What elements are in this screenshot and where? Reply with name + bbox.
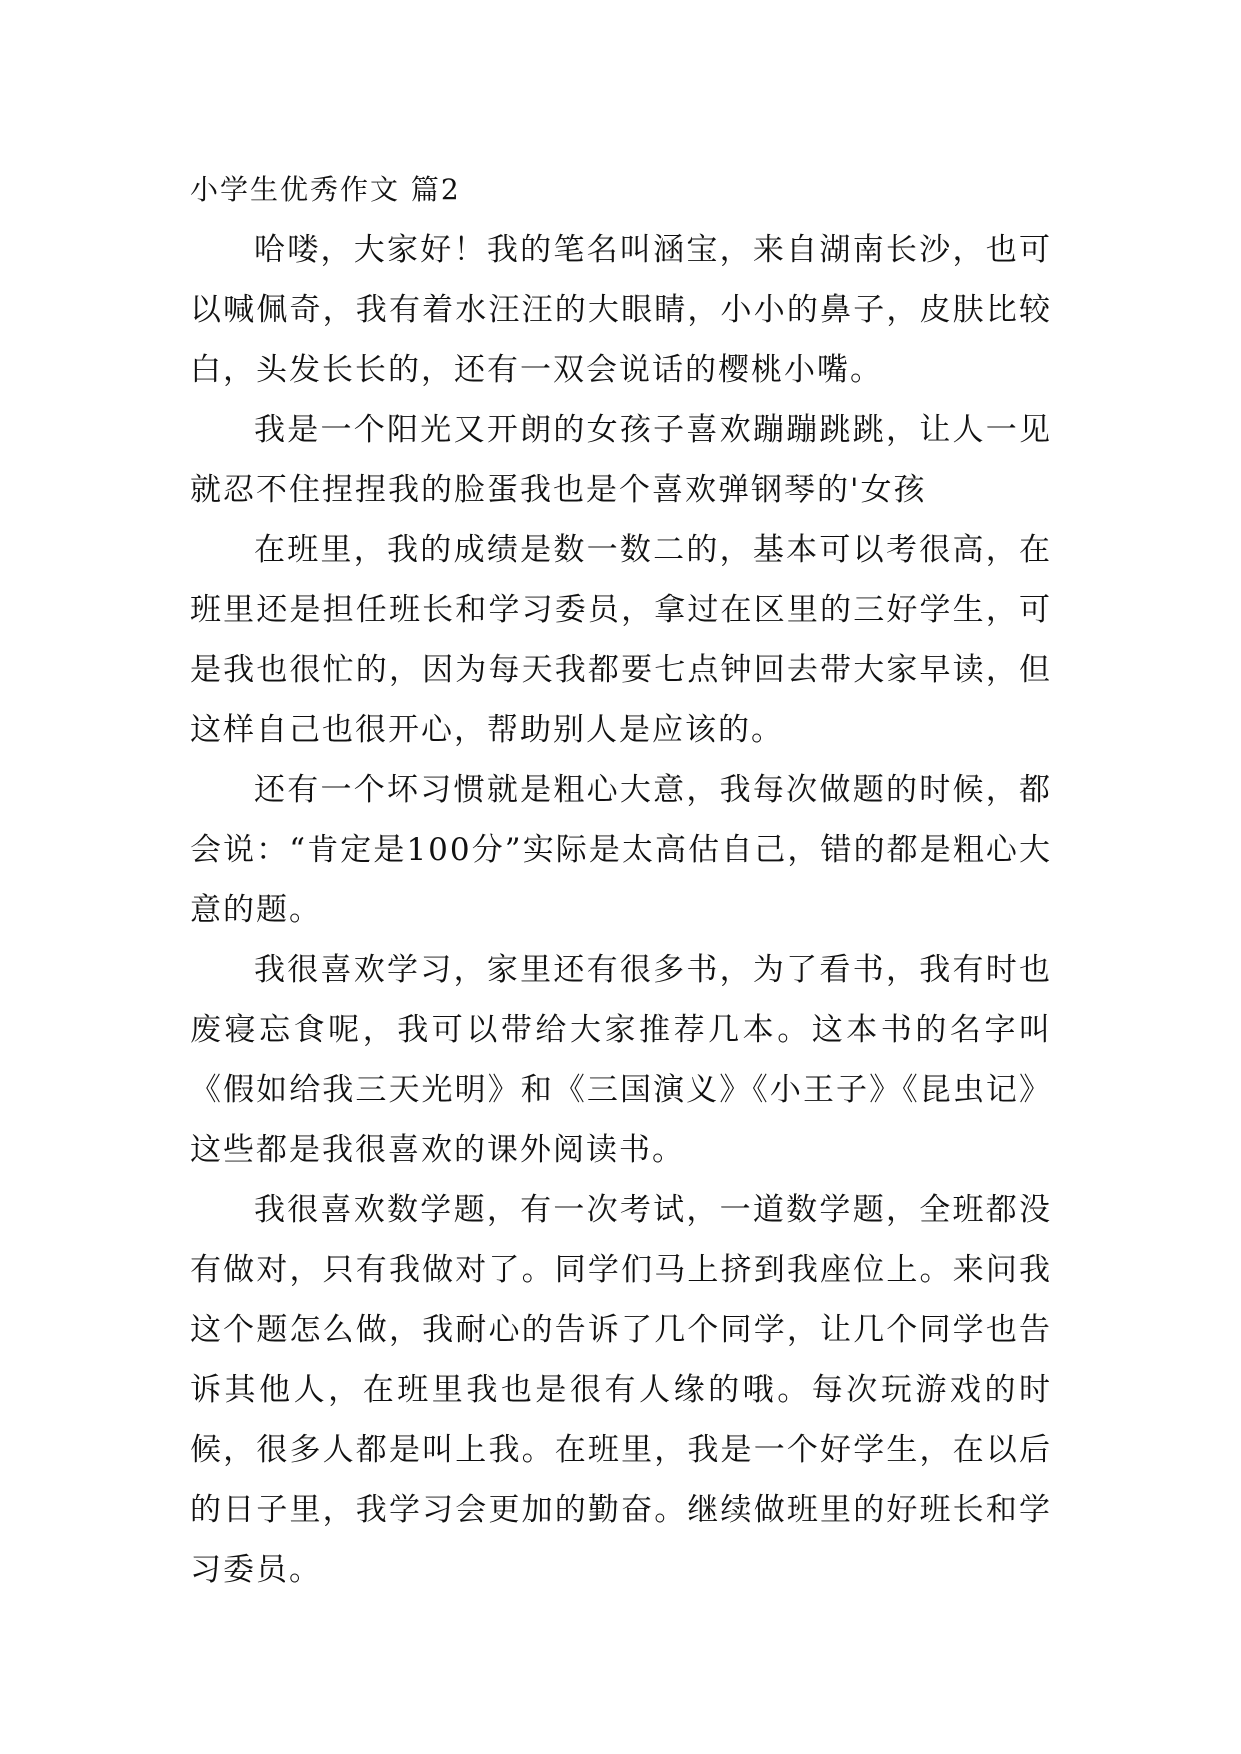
essay-title: 小学生优秀作文 篇2 [190,173,461,206]
essay-paragraph-intro: 哈喽，大家好！我的笔名叫涵宝，来自湖南长沙，也可以喊佩奇，我有着水汪汪的大眼睛，小小的鼻子，皮肤比较白，头发长长的，还有一双会说话的樱桃小嘴。 [190,232,1052,388]
essay-paragraph-class: 在班里，我的成绩是数一数二的，基本可以考很高，在班里还是担任班长和学习委员，拿过在区里的三好学生，可是我也很忙的，因为每天我都要七点钟回去带大家早读，但这样自己也很开心，帮助别人是应该的。 [190,532,1052,748]
essay-paragraph-personality: 我是一个阳光又开朗的女孩子喜欢蹦蹦跳跳，让人一见就忍不住捏捏我的脸蛋我也是个喜欢弹钢琴的'女孩 [190,412,1052,508]
essay-body [190,160,1052,1600]
essay-paragraph-math: 我很喜欢数学题，有一次考试，一道数学题，全班都没有做对，只有我做对了。同学们马上挤到我座位上。来问我这个题怎么做，我耐心的告诉了几个同学，让几个同学也告诉其他人，在班里我也是很有人缘的哦。每次玩游戏的时候，很多人都是叫上我。在班里，我是一个好学生，在以后的日子里，我学习会更加的勤奋。继续做班里的好班长和学习委员。 [190,1192,1052,1588]
essay-paragraph-reading: 我很喜欢学习，家里还有很多书，为了看书，我有时也废寝忘食呢，我可以带给大家推荐几本。这本书的名字叫《假如给我三天光明》和《三国演义》《小王子》《昆虫记》这些都是我很喜欢的课外阅读书。 [190,952,1052,1168]
essay-paragraph-habit: 还有一个坏习惯就是粗心大意，我每次做题的时候，都会说：“肯定是100分”实际是太高估自己，错的都是粗心大意的题。 [190,772,1052,928]
